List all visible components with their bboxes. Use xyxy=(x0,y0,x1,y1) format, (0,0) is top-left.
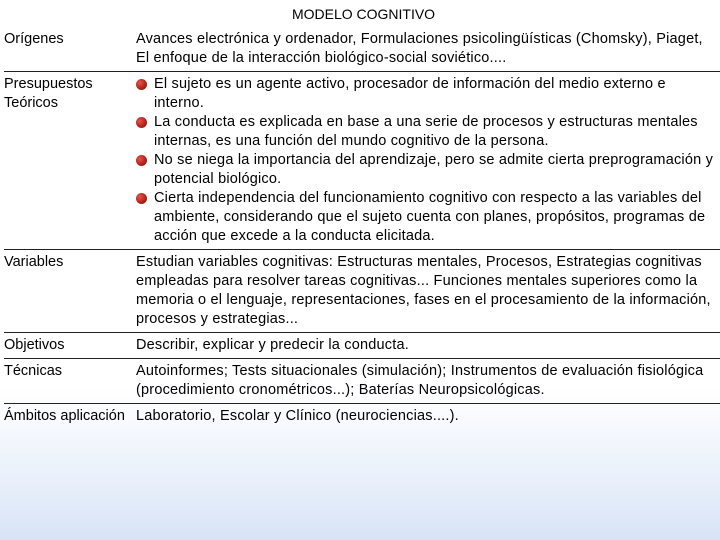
table-row-tecnicas xyxy=(4,359,720,404)
model-table xyxy=(4,27,720,429)
row-content: Estudian variables cognitivas: Estructuras mentales, Procesos, Estrategias cognitivas empleadas para resolver tareas cognitivas... Funciones mentales superiores como la memoria o el lenguaje, representaciones, fases en el procesamiento de la información, procesos y estrategias... xyxy=(136,254,711,327)
table-row-origenes xyxy=(4,27,720,72)
list-item xyxy=(136,75,716,113)
bullet-text: Cierta independencia del funcionamiento cognitivo con respecto a las variables del ambiente, considerando que el sujeto cuenta con planes, propósitos, programas de acción que excede a la conducta elicitada. xyxy=(154,190,706,244)
page-title: MODELO COGNITIVO xyxy=(291,6,436,22)
list-item xyxy=(136,189,716,246)
row-label: Orígenes xyxy=(4,31,64,47)
bullet-icon xyxy=(136,117,147,128)
list-item xyxy=(136,151,716,189)
row-content xyxy=(129,72,720,250)
bullet-list xyxy=(136,75,716,246)
table-row-ambitos xyxy=(4,404,720,430)
table-row-variables xyxy=(4,250,720,333)
row-content: Laboratorio, Escolar y Clínico (neurociencias....). xyxy=(136,408,459,424)
row-label: Ámbitos aplicación xyxy=(4,408,125,424)
row-label: Variables xyxy=(4,254,64,270)
bullet-icon xyxy=(136,193,147,204)
table-row-objetivos xyxy=(4,333,720,359)
row-label: Objetivos xyxy=(4,337,65,353)
list-item xyxy=(136,113,716,151)
bullet-icon xyxy=(136,155,147,166)
bullet-text: La conducta es explicada en base a una serie de procesos y estructuras mentales internas, es una función del mundo cognitivo de la persona. xyxy=(154,114,698,149)
row-content: Describir, explicar y predecir la conducta. xyxy=(136,337,409,353)
row-content: Autoinformes; Tests situacionales (simulación); Instrumentos de evaluación fisiológica (procedimiento cronométricos...); Baterías Neuropsicológicas. xyxy=(136,363,704,398)
bullet-icon xyxy=(136,79,147,90)
row-content: Avances electrónica y ordenador, Formulaciones psicolingüísticas (Chomsky), Piaget, El enfoque de la interacción biológico-social soviético.... xyxy=(136,31,703,66)
bullet-text: No se niega la importancia del aprendizaje, pero se admite cierta preprogramación y potencial biológico. xyxy=(154,152,714,187)
table-row-presupuestos xyxy=(4,72,720,250)
row-label: Presupuestos Teóricos xyxy=(4,76,93,111)
row-label: Técnicas xyxy=(4,363,63,379)
bullet-text: El sujeto es un agente activo, procesador de información del medio externo e interno. xyxy=(154,76,666,111)
